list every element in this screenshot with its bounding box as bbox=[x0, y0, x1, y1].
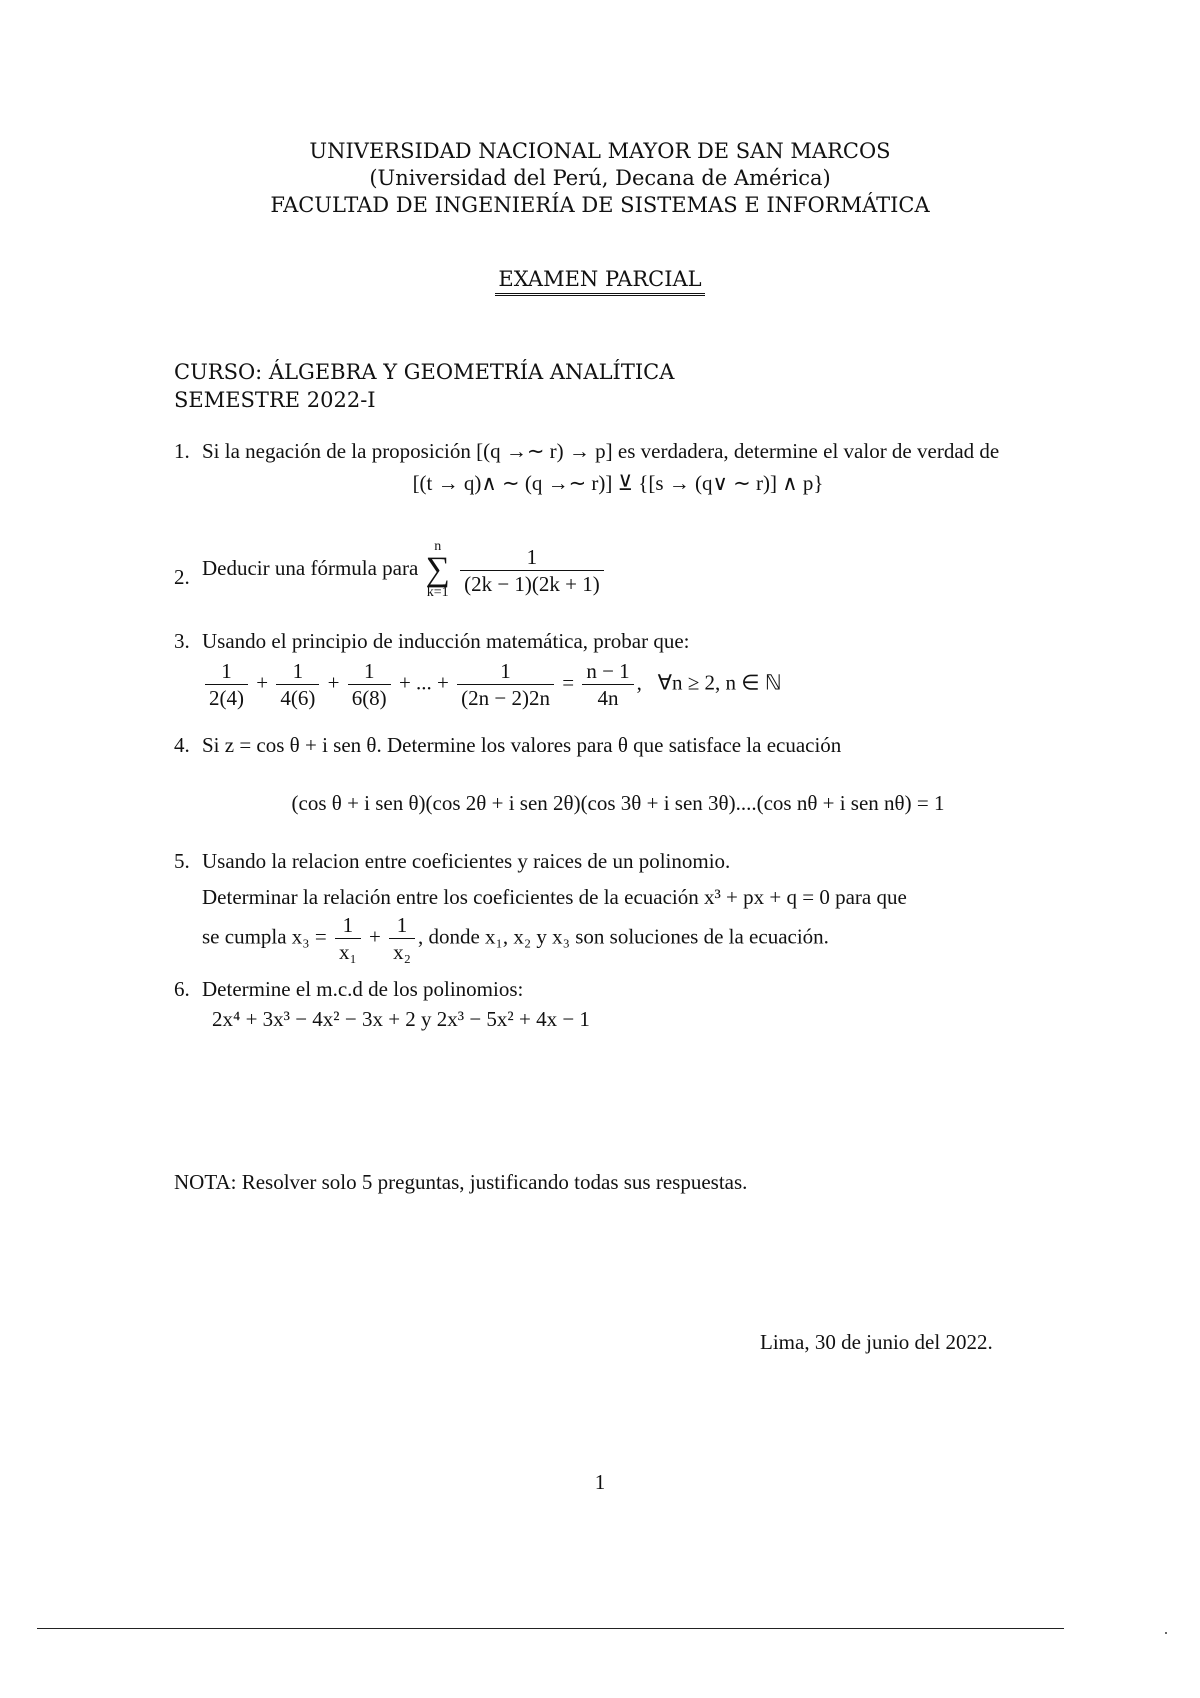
question-2 bbox=[174, 540, 1034, 600]
question-text-3: se cumpla x₃ = $\frac{1}{\text{x₁}}$ + $\frac{1}{\text{x₂}}$ , donde x₁, x₂ y x₃ son soluciones de la ecuación. bbox=[202, 913, 829, 964]
question-4 bbox=[174, 730, 1034, 818]
page-number: 1 bbox=[594, 1470, 606, 1494]
question-text-2: Determinar la relación entre los coeficientes de la ecuación x³ + px + q = 0 para que bbox=[202, 885, 907, 909]
sigma-icon: ∑ bbox=[425, 551, 450, 588]
question-number: 5. bbox=[174, 849, 190, 873]
question-text: Si la negación de la proposición [(q →∼ r) → p] es verdadera, determine el valor de verdad de bbox=[202, 439, 1000, 463]
question-text: Usando el principio de inducción matemática, probar que: bbox=[202, 629, 690, 653]
question-number: 6. bbox=[174, 977, 190, 1001]
question-number: 3. bbox=[174, 629, 190, 653]
question-formula: 2x⁴ + 3x³ − 4x² − 3x + 2 y 2x³ − 5x² + 4x − 1 bbox=[212, 1007, 590, 1031]
question-3 bbox=[174, 626, 1034, 711]
course-name: CURSO: ÁLGEBRA Y GEOMETRÍA ANALÍTICA bbox=[174, 360, 675, 384]
course-info bbox=[174, 358, 674, 414]
footer-rule bbox=[37, 1628, 1064, 1629]
footer-dot bbox=[1165, 1632, 1167, 1634]
faculty-name: FACULTAD DE INGENIERÍA DE SISTEMAS E INFORMÁTICA bbox=[270, 193, 930, 217]
question-number: 4. bbox=[174, 733, 190, 757]
university-name: UNIVERSIDAD NACIONAL MAYOR DE SAN MARCOS bbox=[309, 139, 891, 163]
question-number: 1. bbox=[174, 439, 190, 463]
question-formula: [(t → q)∧ ∼ (q →∼ r)] ⊻ {[s → (q∨ ∼ r)] ∧ p} bbox=[412, 471, 824, 495]
question-text: Determine el m.c.d de los polinomios: bbox=[202, 977, 524, 1001]
sum-lower: k=1 bbox=[426, 585, 449, 600]
institution-header bbox=[0, 138, 1200, 219]
exam-note: NOTA: Resolver solo 5 preguntas, justificando todas sus respuestas. bbox=[174, 1170, 748, 1194]
sum-upper: n bbox=[434, 539, 442, 554]
question-6 bbox=[174, 974, 1034, 1034]
question-formula: (cos θ + i sen θ)(cos 2θ + i sen 2θ)(cos 3θ + i sen 3θ)....(cos nθ + i sen nθ) = 1 bbox=[291, 791, 945, 815]
semester: SEMESTRE 2022-I bbox=[174, 388, 376, 412]
question-text: Deducir una fórmula para bbox=[202, 555, 419, 580]
question-number: 2. bbox=[174, 565, 190, 589]
question-1 bbox=[174, 436, 1034, 498]
exam-title-text: EXAMEN PARCIAL bbox=[495, 267, 704, 296]
summation bbox=[426, 540, 450, 600]
question-text: Usando la relacion entre coeficientes y raices de un polinomio. bbox=[202, 849, 731, 873]
question-5 bbox=[174, 846, 1034, 965]
exam-date: Lima, 30 de junio del 2022. bbox=[760, 1330, 993, 1354]
university-motto: (Universidad del Perú, Decana de América) bbox=[369, 166, 831, 190]
exam-title bbox=[0, 267, 1200, 296]
question-formula: $\frac{1}{2(4)}$ + $\frac{1}{4(6)}$ + $\frac{1}{6(8)}$ + ... + $\frac{1}{(2n - 2)2n}$ = $\frac{n - 1}{4n}$ , ∀n ≥ 2, n ∈ ℕ bbox=[202, 658, 1034, 711]
fraction: $\frac{1}{(2k - 1)(2k + 1)}$ bbox=[460, 544, 604, 597]
question-text: Si z = cos θ + i sen θ. Determine los valores para θ que satisface la ecuación bbox=[202, 733, 842, 757]
